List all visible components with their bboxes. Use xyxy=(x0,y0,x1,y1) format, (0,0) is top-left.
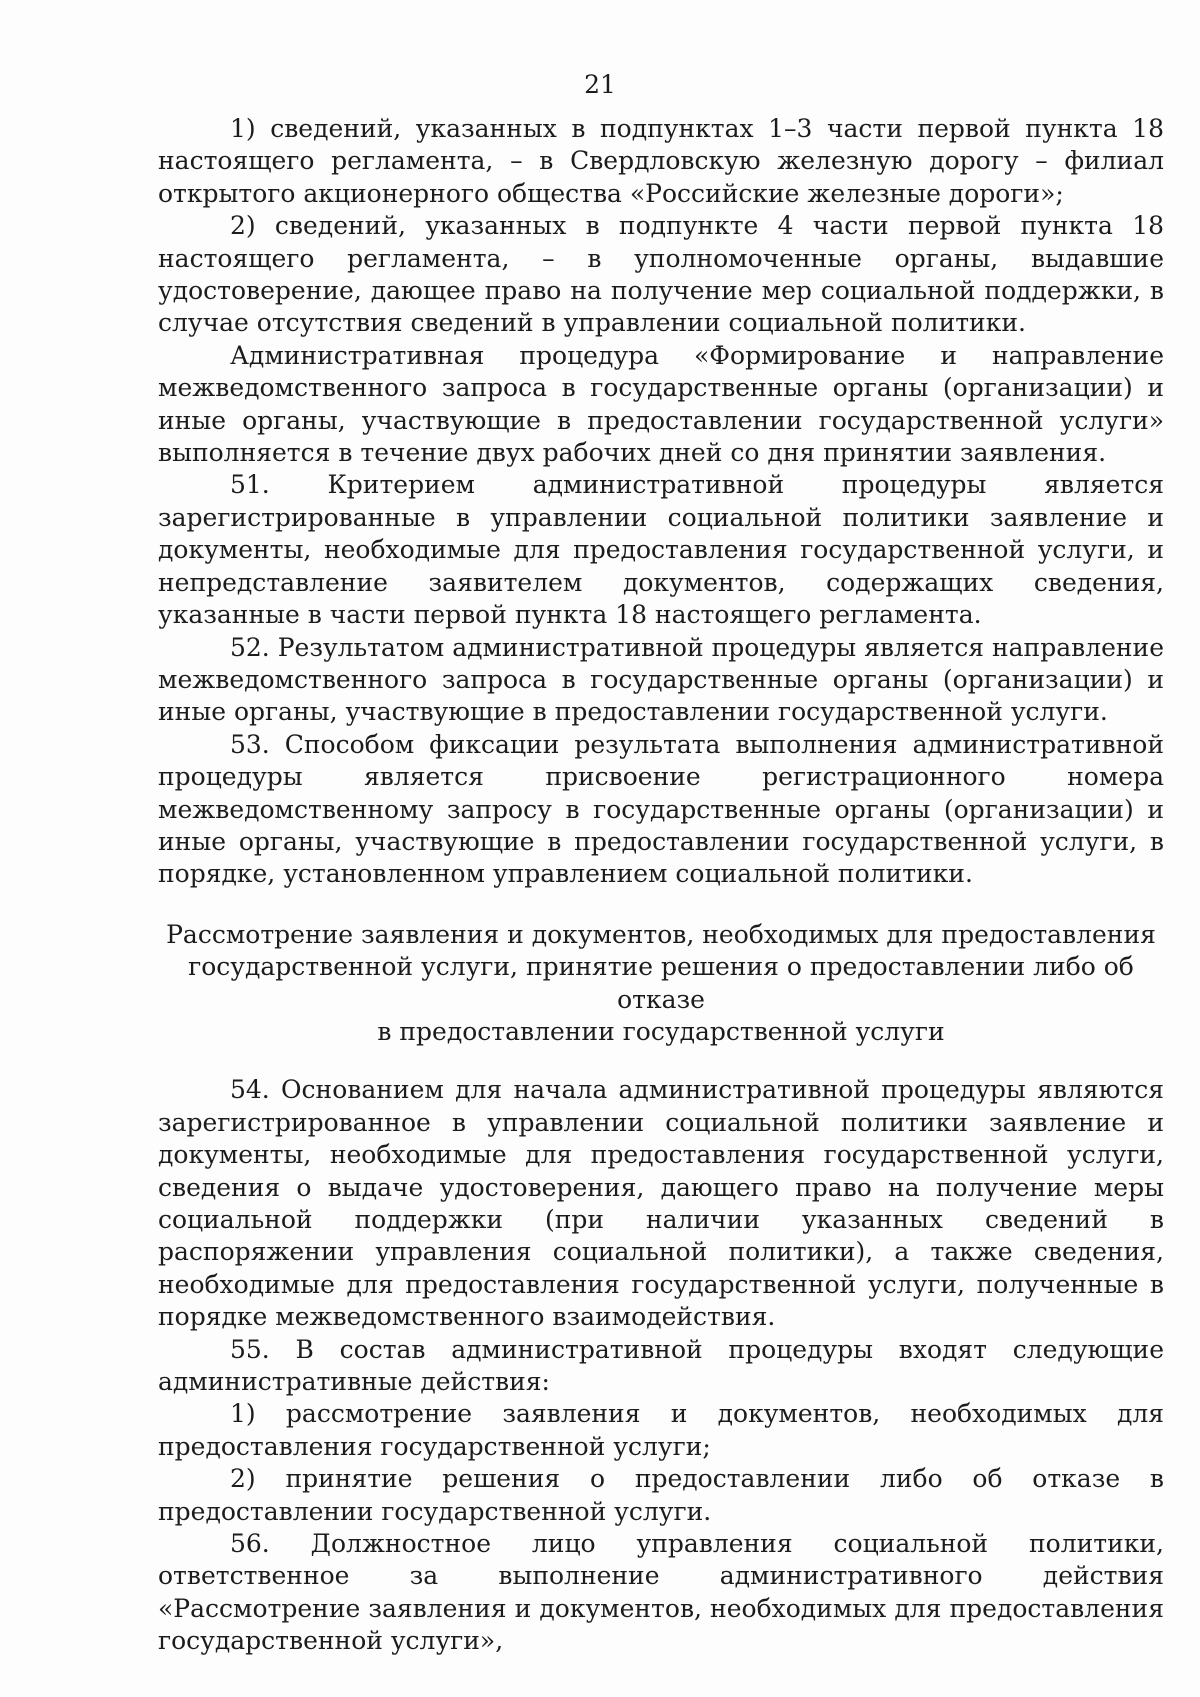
section-heading-line-2: государственной услуги, принятие решения о предоставлении либо об отказе xyxy=(188,952,1134,1014)
section-heading-line-1: Рассмотрение заявления и документов, необходимых для предоставления xyxy=(166,919,1156,949)
paragraph-51: 51. Критерием административной процедуры является зарегистрированные в управлении социальной политики заявление и документы, необходимые для предоставления государственной услуги, и непредставление заявителем документов, содержащих сведения, указанные в части первой пункта 18 настоящего регламента. xyxy=(158,470,1164,630)
paragraph-56: 56. Должностное лицо управления социальной политики, ответственное за выполнение административного действия «Рассмотрение заявления и документов, необходимых для предоставления государственной услуги», xyxy=(158,1529,1164,1656)
paragraph-53: 53. Способом фиксации результата выполнения административной процедуры является присвоение регистрационного номера межведомственному запросу в государственные органы (организации) и иные органы, участвующие в предоставлении государственной услуги, в порядке, установленном управлением социальной политики. xyxy=(158,729,1164,889)
paragraph-55-item-2: 2) принятие решения о предоставлении либо об отказе в предоставлении государственной услуги. xyxy=(158,1464,1164,1526)
document-body xyxy=(158,113,1164,1658)
section-heading xyxy=(158,919,1164,1049)
paragraph-subitem-2: 2) сведений, указанных в подпункте 4 части первой пункта 18 настоящего регламента, – в уполномоченные органы, выдавшие удостоверение, дающее право на получение мер социальной поддержки, в случае отсутствия сведений в управлении социальной политики. xyxy=(158,211,1164,338)
paragraph-procedure-term: Административная процедура «Формирование и направление межведомственного запроса в государственные органы (организации) и иные органы, участвующие в предоставлении государственной услуги» выполняется в течение двух рабочих дней со дня принятии заявления. xyxy=(158,340,1164,468)
paragraph-54: 54. Основанием для начала административной процедуры являются зарегистрированное в управлении социальной политики заявление и документы, необходимые для предоставления государственной услуги, сведения о выдаче удостоверения, дающего право на получение меры социальной поддержки (при наличии указанных сведений в распоряжении управления социальной политики), а также сведения, необходимые для предоставления государственной услуги, полученные в порядке межведомственного взаимодействия. xyxy=(158,1075,1164,1332)
page-number: 21 xyxy=(584,70,616,99)
paragraph-55: 55. В состав административной процедуры входят следующие административные действия: xyxy=(158,1334,1164,1397)
section-heading-line-3: в предоставлении государственной услуги xyxy=(377,1016,945,1046)
paragraph-55-item-1: 1) рассмотрение заявления и документов, необходимых для предоставления государственной услуги; xyxy=(158,1399,1164,1461)
paragraph-subitem-1: 1) сведений, указанных в подпунктах 1–3 части первой пункта 18 настоящего регламента, – в Свердловскую железную дорогу – филиал открытого акционерного общества «Российские железные дороги»; xyxy=(158,114,1164,208)
paragraph-52: 52. Результатом административной процедуры является направление межведомственного запроса в государственные органы (организации) и иные органы, участвующие в предоставлении государственной услуги. xyxy=(158,632,1164,727)
